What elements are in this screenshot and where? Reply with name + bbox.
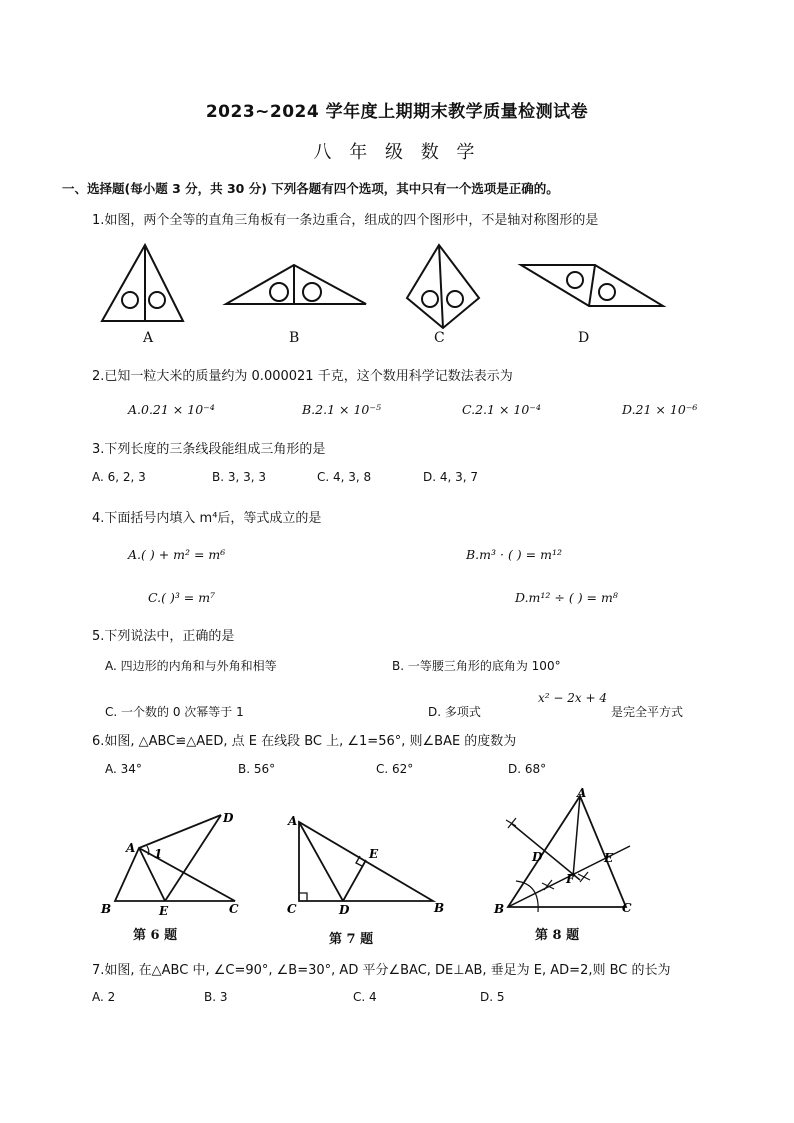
q1-label-b: B bbox=[289, 330, 300, 346]
q4-option-b: B.m³ · ( ) = m¹² bbox=[466, 547, 562, 562]
q3-option-c: C. 4, 3, 8 bbox=[317, 470, 372, 484]
q5-option-c: C. 一个数的 0 次幂等于 1 bbox=[105, 705, 244, 719]
fig8-label-d: D bbox=[532, 850, 543, 864]
exam-title: 2023~2024 学年度上期期末教学质量检测试卷 bbox=[205, 102, 589, 122]
fig6-label-e: E bbox=[159, 904, 169, 918]
q1-figure-a bbox=[95, 240, 195, 330]
fig6-label-c: C bbox=[229, 902, 239, 916]
fig8-label-b: B bbox=[494, 902, 505, 916]
figure-7-caption: 第 7 题 bbox=[329, 932, 374, 947]
q3-option-d: D. 4, 3, 7 bbox=[423, 470, 479, 484]
q7-option-d: D. 5 bbox=[480, 990, 505, 1004]
q7-option-a: A. 2 bbox=[92, 990, 116, 1004]
q2-option-c: C.2.1 × 10⁻⁴ bbox=[462, 402, 541, 417]
q2-option-a: A.0.21 × 10⁻⁴ bbox=[128, 402, 215, 417]
fig6-label-d: D bbox=[223, 811, 234, 825]
exam-subtitle: 八 年 级 数 学 bbox=[313, 142, 481, 163]
q6-option-b: B. 56° bbox=[238, 762, 276, 776]
q1-label-a: A bbox=[143, 330, 154, 346]
figure-6-diagram bbox=[95, 805, 255, 920]
fig7-label-d: D bbox=[339, 903, 350, 917]
fig6-label-b: B bbox=[101, 902, 112, 916]
q1-label-c: C bbox=[434, 330, 445, 346]
question-4-stem: 4.下面括号内填入 m⁴后，等式成立的是 bbox=[92, 511, 322, 526]
q2-option-d: D.21 × 10⁻⁶ bbox=[622, 402, 698, 417]
fig8-label-e: E bbox=[604, 851, 614, 865]
fig6-angle-1-label: 1 bbox=[154, 847, 163, 861]
question-2-stem: 2.已知一粒大米的质量约为 0.000021 千克，这个数用科学记数法表示为 bbox=[92, 369, 513, 384]
q5-option-b: B. 一等腰三角形的底角为 100° bbox=[392, 659, 561, 673]
q6-option-c: C. 62° bbox=[376, 762, 414, 776]
section-heading: 一、选择题(每小题 3 分，共 30 分) 下列各题有四个选项，其中只有一个选项是正确的。 bbox=[62, 181, 559, 196]
fig8-label-a: A bbox=[577, 786, 587, 800]
fig7-label-c: C bbox=[287, 902, 297, 916]
q7-option-c: C. 4 bbox=[353, 990, 377, 1004]
question-1-stem: 1.如图，两个全等的直角三角板有一条边重合，组成的四个图形中，不是轴对称图形的是 bbox=[92, 213, 599, 228]
q3-option-a: A. 6, 2, 3 bbox=[92, 470, 146, 484]
figure-7-diagram bbox=[283, 810, 448, 922]
question-6-stem: 6.如图, △ABC≌△AED, 点 E 在线段 BC 上, ∠1=56°, 则∠BAE 的度数为 bbox=[92, 734, 517, 749]
fig8-label-f: F bbox=[566, 872, 575, 886]
question-3-stem: 3.下列长度的三条线段能组成三角形的是 bbox=[92, 442, 326, 457]
q6-option-a: A. 34° bbox=[105, 762, 142, 776]
q1-figure-b bbox=[220, 260, 370, 310]
q5-option-a: A. 四边形的内角和与外角和相等 bbox=[105, 659, 277, 673]
q5-option-d: D. 多项式 bbox=[428, 705, 481, 719]
figure-6-caption: 第 6 题 bbox=[133, 928, 178, 943]
q4-option-d: D.m¹² ÷ ( ) = m⁸ bbox=[515, 590, 618, 605]
question-5-stem: 5.下列说法中，正确的是 bbox=[92, 629, 235, 644]
question-7-stem: 7.如图, 在△ABC 中, ∠C=90°, ∠B=30°, AD 平分∠BAC, DE⊥AB, 垂足为 E, AD=2,则 BC 的长为 bbox=[92, 963, 671, 978]
fig7-label-e: E bbox=[369, 847, 379, 861]
q3-option-b: B. 3, 3, 3 bbox=[212, 470, 267, 484]
fig7-label-a: A bbox=[288, 814, 298, 828]
q1-label-d: D bbox=[578, 330, 590, 346]
q4-option-c: C.( )³ = m⁷ bbox=[148, 590, 216, 605]
q5-polynomial: x² − 2x + 4 bbox=[538, 691, 607, 705]
q6-option-d: D. 68° bbox=[508, 762, 547, 776]
q2-option-b: B.2.1 × 10⁻⁵ bbox=[302, 402, 381, 417]
figure-8-caption: 第 8 题 bbox=[535, 928, 580, 943]
q5-polynomial-suffix: 是完全平方式 bbox=[611, 705, 684, 719]
q1-figure-c bbox=[403, 240, 483, 335]
fig7-label-b: B bbox=[434, 901, 445, 915]
figure-8-diagram bbox=[490, 786, 640, 921]
fig6-label-a: A bbox=[126, 841, 136, 855]
q4-option-a: A.( ) + m² = m⁶ bbox=[128, 547, 226, 562]
fig8-label-c: C bbox=[622, 901, 632, 915]
q1-figure-d bbox=[515, 258, 670, 313]
q7-option-b: B. 3 bbox=[204, 990, 228, 1004]
